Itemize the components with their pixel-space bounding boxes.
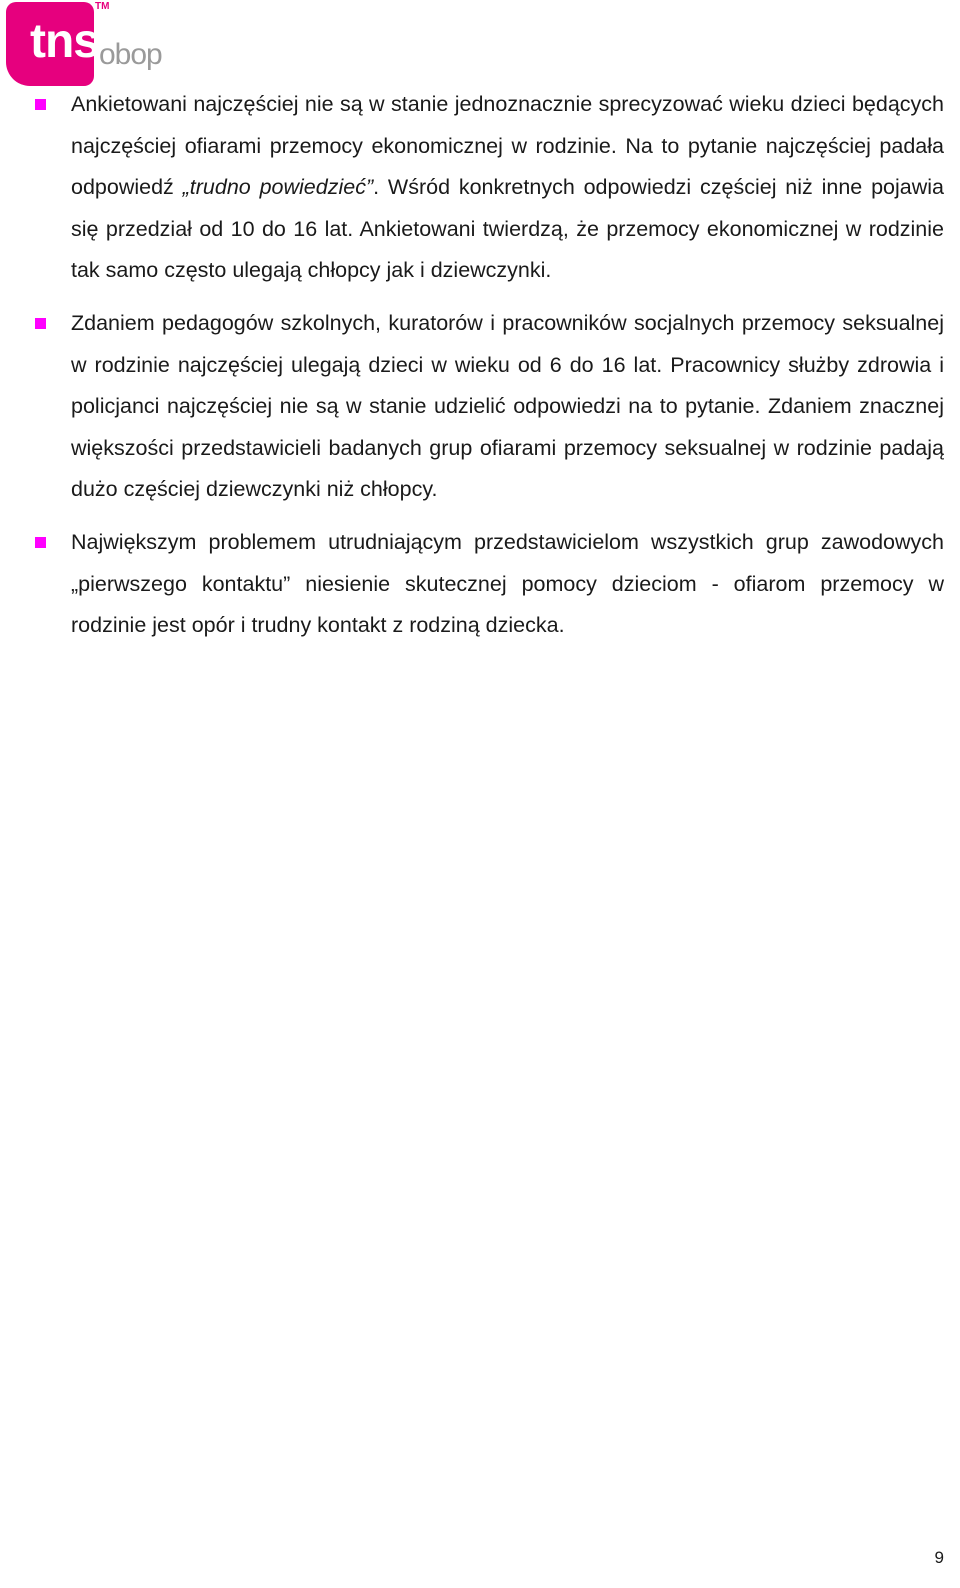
bullet-text-emphasis: „trudno powiedzieć”	[182, 175, 374, 200]
document-body	[71, 84, 944, 658]
tns-obop-logo	[6, 2, 166, 90]
bullet-text-after: . Wśród konkretnych odpowiedzi częściej niż inne pojawia się przedział od 10 do 16 lat. Ankietowani twierdzą, że przemocy ekonomicznej w rodzinie tak samo często ulegają chłopcy jak i dziewczynki.	[71, 175, 944, 283]
bullet-item	[71, 84, 944, 292]
bullet-item	[71, 522, 944, 647]
bullet-text: Zdaniem pedagogów szkolnych, kuratorów i pracowników socjalnych przemocy seksualnej w rodzinie najczęściej ulegają dzieci w wieku od 6 do 16 lat. Pracownicy służby zdrowia i policjanci najczęściej nie są w stanie udzielić odpowiedzi na to pytanie. Zdaniem znacznej większości przedstawicieli badanych grup ofiarami przemocy seksualnej w rodzinie padają dużo częściej dziewczynki niż chłopcy.	[71, 310, 944, 502]
bullet-text: Największym problemem utrudniającym przedstawicielom wszystkich grup zawodowych „pierwszego kontaktu” niesienie skutecznej pomocy dzieciom - ofiarom przemocy w rodzinie jest opór i trudny kontakt z rodziną dziecka.	[71, 529, 944, 638]
logo-sub-text: obop	[99, 38, 162, 71]
bullet-item	[71, 303, 944, 511]
logo-trademark: TM	[95, 1, 110, 12]
square-bullet-icon	[35, 99, 46, 110]
logo-brand-text: tns	[30, 15, 99, 68]
bullet-text-before: Ankietowani najczęściej nie są w stanie jednoznacznie sprecyzować wieku dzieci będących najczęściej ofiarami przemocy ekonomicznej w rodzinie. Na to pytanie najczęściej padała odpowiedź	[71, 92, 944, 200]
page-number: 9	[934, 1548, 944, 1567]
square-bullet-icon	[35, 318, 46, 329]
square-bullet-icon	[35, 537, 46, 548]
